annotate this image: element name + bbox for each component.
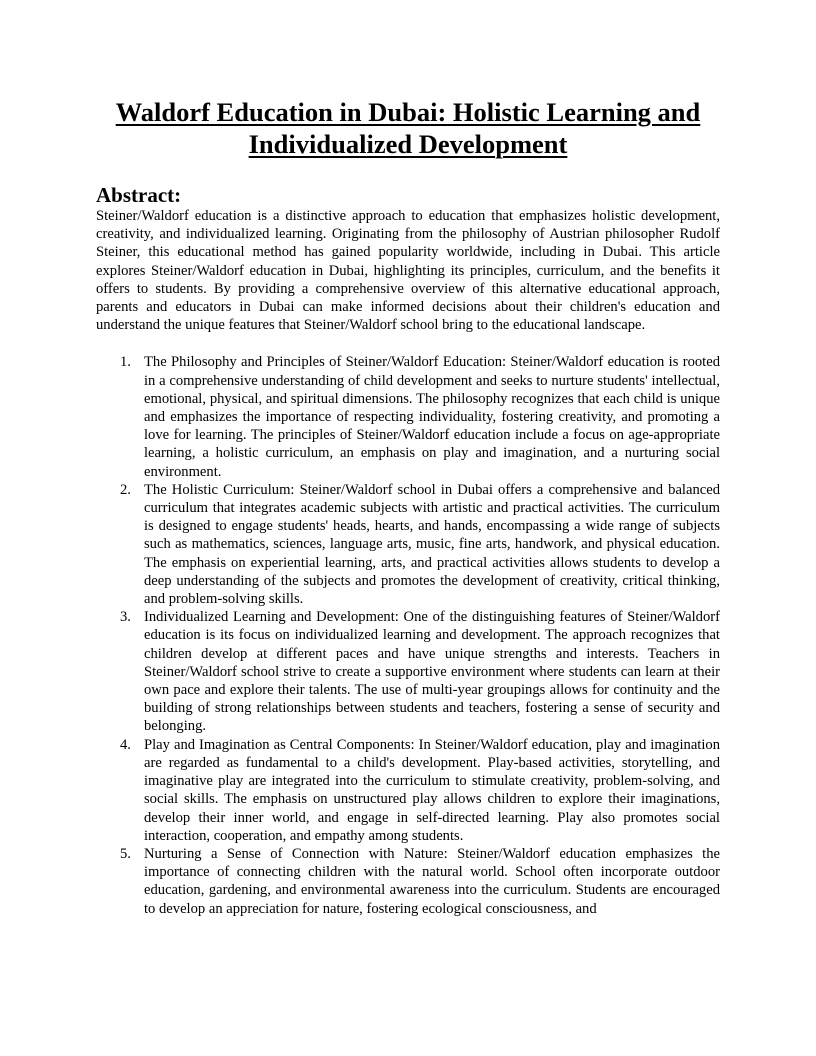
- section-item-play: [96, 736, 720, 845]
- section-text: Nurturing a Sense of Connection with Nature: Steiner/Waldorf education emphasizes the importance of connecting children with the natural world. School often incorporate outdoor education, gardening, and environmental awareness into the curriculum. Students are encouraged to develop an appreciation for nature, fostering ecological consciousness, and: [144, 845, 720, 917]
- section-item-nature: [96, 845, 720, 918]
- section-text: Individualized Learning and Development: One of the distinguishing features of Steiner/Waldorf education is its focus on individualized learning and development. The approach recognizes that children develop at different paces and have unique strengths and interests. Teachers in Steiner/Waldorf school strive to create a supportive environment where students can learn at their own pace and explore their talents. The use of multi-year groupings allows for continuity and the building of strong relationships between students and teachers, fostering a sense of security and belonging.: [144, 609, 720, 735]
- section-item-curriculum: [96, 481, 720, 608]
- section-item-individualized: [96, 608, 720, 735]
- section-number: 5.: [120, 845, 131, 862]
- section-text: The Philosophy and Principles of Steiner/Waldorf Education: Steiner/Waldorf education is rooted in a comprehensive understanding of child development and seeks to nurture students' intellectual, emotional, physical, and spiritual dimensions. The philosophy recognizes that each child is unique and emphasizes the importance of respecting individuality, fostering creativity, and promoting a love for learning. The principles of Steiner/Waldorf education include a focus on age-appropriate learning, a holistic curriculum, an emphasis on play and imagination, and a nurturing social environment.: [144, 354, 720, 480]
- section-text: The Holistic Curriculum: Steiner/Waldorf school in Dubai offers a comprehensive and balanced curriculum that integrates academic subjects with artistic and practical activities. The curriculum is designed to engage students' heads, hearts, and hands, encompassing a wide range of subjects such as mathematics, sciences, language arts, music, fine arts, handwork, and physical education. The emphasis on experiential learning, arts, and practical activities allows students to develop a deep understanding of the subjects and promotes the development of creativity, critical thinking, and problem-solving skills.: [144, 481, 720, 608]
- section-list: [96, 353, 720, 917]
- section-item-philosophy: [96, 353, 720, 480]
- section-text: Play and Imagination as Central Components: In Steiner/Waldorf education, play and imagination are regarded as fundamental to a child's development. Play-based activities, storytelling, and imaginative play are integrated into the curriculum to stimulate creativity, problem-solving, and social skills. The emphasis on unstructured play allows children to explore their imaginations, develop their inner world, and engage in self-directed learning. Play also promotes social interaction, cooperation, and empathy among students.: [144, 736, 720, 844]
- section-number: 3.: [120, 609, 131, 626]
- abstract-heading: Abstract:: [96, 183, 182, 207]
- section-number: 1.: [120, 354, 131, 371]
- abstract-paragraph: Steiner/Waldorf education is a distinctive approach to education that emphasizes holistic development, creativity, and individualized learning. Originating from the philosophy of Austrian philosopher Rudolf Steiner, this educational method has gained popularity worldwide, including in Dubai. This article explores Steiner/Waldorf education in Dubai, highlighting its principles, curriculum, and the benefits it offers to students. By providing a comprehensive overview of this alternative educational approach, parents and educators in Dubai can make informed decisions about their children's education and understand the unique features that Steiner/Waldorf school bring to the educational landscape.: [96, 208, 720, 334]
- section-number: 2.: [120, 481, 131, 498]
- document-title: Waldorf Education in Dubai: Holistic Learning and Individualized Development: [115, 97, 701, 159]
- document-page: [96, 96, 720, 918]
- section-number: 4.: [120, 736, 131, 753]
